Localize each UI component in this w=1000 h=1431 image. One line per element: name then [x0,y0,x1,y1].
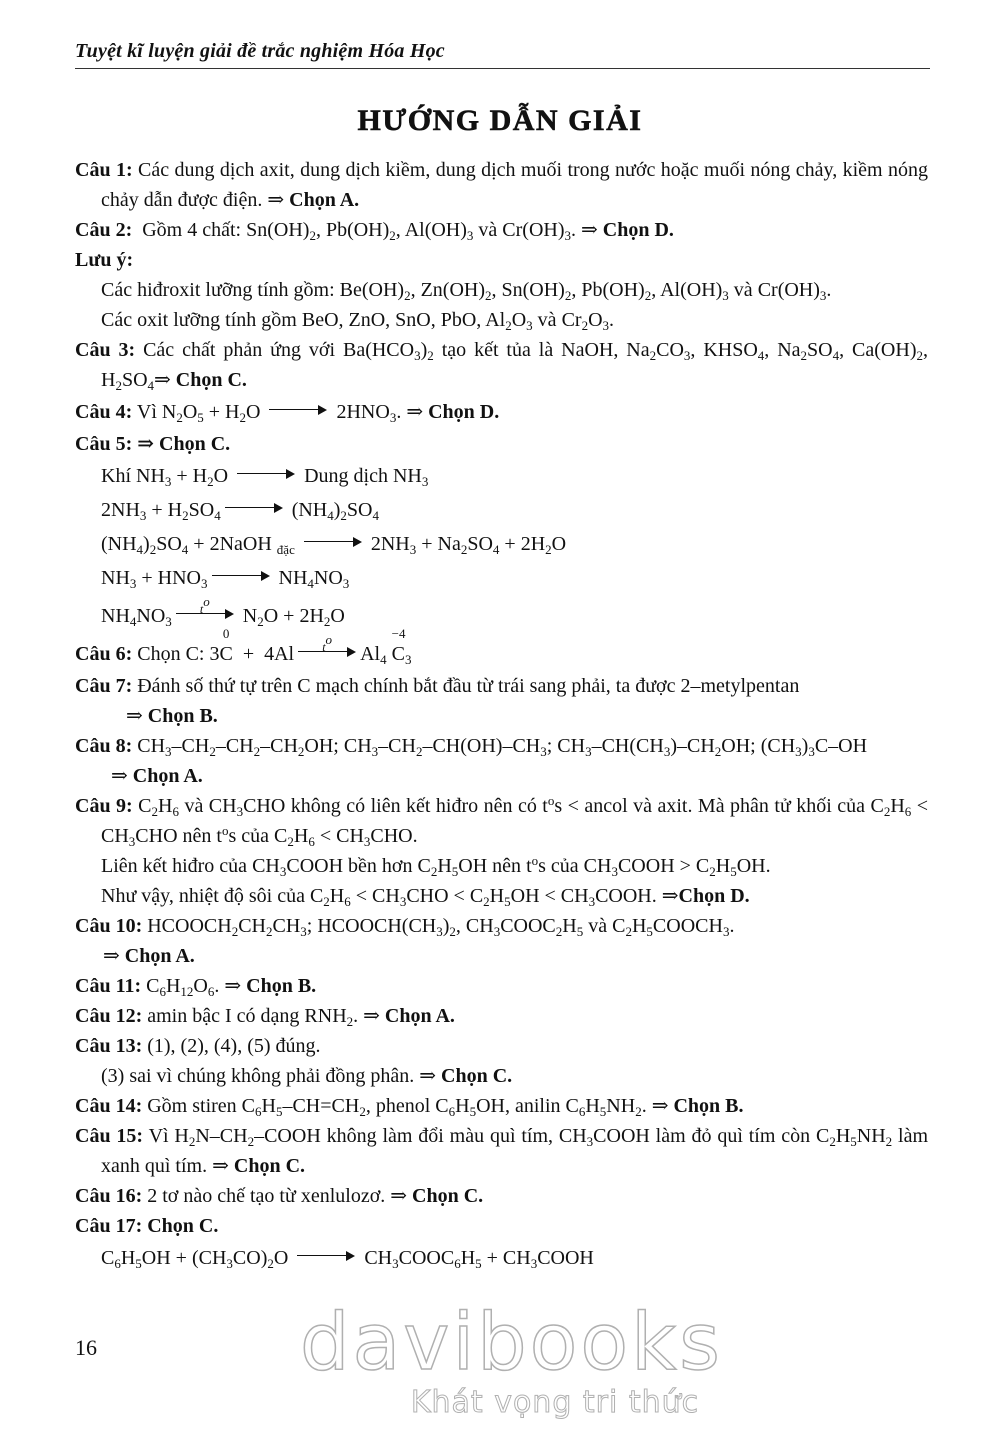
answer-q16: Câu 16: 2 tơ nào chế tạo từ xenlulozơ. ⇒ Chọn C. [75,1185,484,1207]
answer-q17: Câu 17: Chọn C. [75,1215,219,1237]
reaction-q5-3: $(NH_4)_2SO_4$ + 2NaOH $_{đặc}$ $2NH_3 + Na_2SO_4 + 2H_2O$ [101,533,567,557]
reaction-q17: $C_6H_5OH + (CH_3CO)_2O$ $CH_3COOC_6H_5$ + $CH_3COOH$ [101,1247,594,1271]
answer-q10-choice: ⇒ Chọn A. [103,945,195,967]
reaction-arrow [237,469,295,479]
answer-q10: Câu 10: $HCOOCH_2CH_2CH_3$; $HCOOCH(CH_3)_2$, $CH_3COOC_2H_5$ và $C_2H_5COOCH_3$. [75,915,735,939]
watermark-slogan: Khát vọng tri thức [410,1385,700,1420]
answer-q6: Câu 6: Chọn C: 3C 0 + 4Al $t^o$ $Al_4$ C −4 $_3$ [75,637,928,671]
reaction-q5-4: $NH_3 + HNO_3$ $NH_4NO_3$ [101,567,350,591]
page-title: HƯỚNG DẪN GIẢI [357,104,643,137]
answer-q4: Câu 4: Vì $N_2O_5 + H_2O$ $2HNO_3$. ⇒ Chọn D. [75,401,500,425]
oxidation-state: C 0 [219,626,233,665]
answer-q13: Câu 13: (1), (2), (4), (5) đúng. [75,1035,321,1057]
answer-q1: Câu 1: Các dung dịch axit, dung dịch kiềm, dung dịch muối trong nước hoặc muối nóng chảy, kiềm nóng chảy dẫn được điện. ⇒ Chọn A. [75,159,929,211]
answer-q13-line2: (3) sai vì chúng không phải đồng phân. ⇒ Chọn C. [101,1065,513,1087]
oxidation-state: C −4 [391,626,406,665]
reaction-arrow [304,537,362,547]
reaction-q5-1: Khí $NH_3 + H_2O$ Dung dịch $NH_3$ [101,465,429,489]
answer-q11: Câu 11: $C_6H_{12}O_6$. ⇒ Chọn B. [75,975,317,999]
watermark-brand: davibooks [300,1298,723,1388]
note-heading: Lưu ý: [75,249,134,271]
reaction-arrow [212,571,270,581]
answer-q14: Câu 14: Gồm stiren $C_6H_5-CH=CH_2$, phenol $C_6H_5OH$, anilin $C_6H_5NH_2$. ⇒ Chọn B. [75,1095,744,1119]
reaction-q5-2: $2NH_3 + H_2SO_4$ $(NH_4)_2SO_4$ [101,499,379,523]
reaction-q5-5: $NH_4NO_3$ $t^o$ $N_2O + 2H_2O$ [101,594,345,629]
answer-q3: Câu 3: Các chất phản ứng với $Ba(HCO_3)_2$ tạo kết tủa là NaOH, $Na_2CO_3$, $KHSO_4$, $Na_2SO_4$, $Ca(OH)_2$, $H_2SO_4\Rightarrow$ Chọn C. [75,339,928,393]
note-hydroxides: Các hiđroxit lưỡng tính gồm: $Be(OH)_2$, $Zn(OH)_2$, $Sn(OH)_2$, $Pb(OH)_2$, $Al(OH)_3$ và $Cr(OH)_3$. [101,279,832,303]
running-header: Tuyệt kĩ luyện giải đề trắc nghiệm Hóa Học [75,40,445,62]
page-number: 16 [75,1335,97,1360]
reaction-arrow-heat: $t^o$ [176,609,234,619]
answer-q8: Câu 8: $CH_3-CH_2-CH_2-CH_2OH$; $CH_3-CH_2-CH(OH)-CH_3$; $CH_3-CH(CH_3)-CH_2OH$; $(CH_3)_3C-OH$ ⇒ Chọn A. [75,735,868,787]
answer-q2: Câu 2: Gồm 4 chất: $Sn(OH)_2$, $Pb(OH)_2$, $Al(OH)_3$ và $Cr(OH)_3$. ⇒ Chọn D. [75,219,674,243]
reaction-arrow [269,405,327,415]
answer-q9-line3: Như vậy, nhiệt độ sôi của $C_2H_6 < CH_3CHO < C_2H_5OH$ < $CH_3COOH$. ⇒Chọn D. [101,885,750,909]
header-rule [75,68,930,69]
answer-q12: Câu 12: amin bậc I có dạng $RNH_2$. ⇒ Chọn A. [75,1005,455,1029]
reaction-arrow [297,1251,355,1261]
note-oxides: Các oxit lưỡng tính gồm BeO, ZnO, SnO, PbO, $Al_2O_3$ và $Cr_2O_3$. [101,309,615,333]
solutions-body [75,155,928,1275]
answer-q9: Câu 9: $C_2H_6$ và $CH_3CHO$ không có liên kết hiđro nên có $t^os$ < ancol và axit. Mà phân tử khối của $C_2H_6 < CH_3CHO$ nên $t^os$ của $C_2H_6 < CH_3CHO$. [75,793,929,849]
reaction-arrow-heat: $t^o$ [298,647,356,657]
answer-q7: Câu 7: Đánh số thứ tự trên C mạch chính bắt đầu từ trái sang phải, ta được 2–metylpentan ⇒ Chọn B. [75,675,800,727]
answer-q9-line2: Liên kết hiđro của $CH_3COOH$ bền hơn $C_2H_5OH$ nên $t^os$ của $CH_3COOH > C_2H_5OH$. [101,853,771,879]
answer-q15: Câu 15: Vì $H_2N-CH_2$–COOH không làm đổi màu quì tím, $CH_3COOH$ làm đỏ quì tím còn $C_2H_5NH_2$ làm xanh quì tím. ⇒ Chọn C. [75,1125,929,1177]
reaction-arrow [225,503,283,513]
answer-q5: Câu 5: ⇒ Chọn C. [75,433,231,455]
